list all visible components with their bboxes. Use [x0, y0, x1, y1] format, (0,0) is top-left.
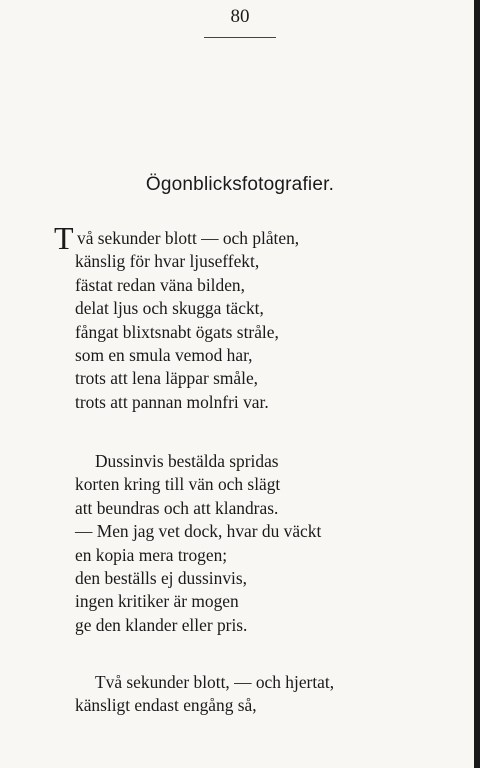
poem-line: Dussinvis bestälda spridas [95, 451, 279, 471]
drop-cap: T [54, 220, 74, 256]
poem-line: delat ljus och skugga täckt, [75, 298, 264, 319]
poem-title: Ögonblicksfotografier. [145, 174, 335, 195]
poem-line: trots att pannan molnfri var. [75, 391, 269, 412]
poem-line: som en smula vemod har, [75, 344, 253, 365]
stanza-2 [75, 450, 321, 637]
poem-line: trots att lena läppar småle, [75, 368, 259, 389]
page-number: 80 [230, 6, 250, 27]
poem-line: fästat redan väna bilden, [75, 274, 245, 295]
poem-line: — Men jag vet dock, hvar du väckt [75, 521, 322, 542]
page-edge-shadow [474, 0, 480, 768]
poem-line: en kopia mera trogen; [75, 544, 228, 565]
poem-line: känsligt endast engång så, [75, 695, 257, 716]
poem-line: känslig för hvar ljuseffekt, [75, 251, 260, 272]
poem-line: fångat blixtsnabt ögats stråle, [75, 321, 279, 342]
poem-line: ingen kritiker är mogen [75, 591, 239, 612]
poem-line: vå sekunder blott — och plåten, [77, 228, 300, 248]
stanza-1 [54, 220, 300, 414]
poem-line: att beundras och att klandras. [75, 497, 279, 518]
stanza-3 [75, 671, 334, 718]
poem-line: den beställs ej dussinvis, [75, 567, 247, 588]
poem-line: ge den klander eller pris. [75, 614, 248, 635]
poem-line: korten kring till vän och slägt [75, 474, 281, 495]
poem-line: Två sekunder blott, — och hjertat, [95, 672, 335, 692]
header-rule [204, 37, 276, 38]
